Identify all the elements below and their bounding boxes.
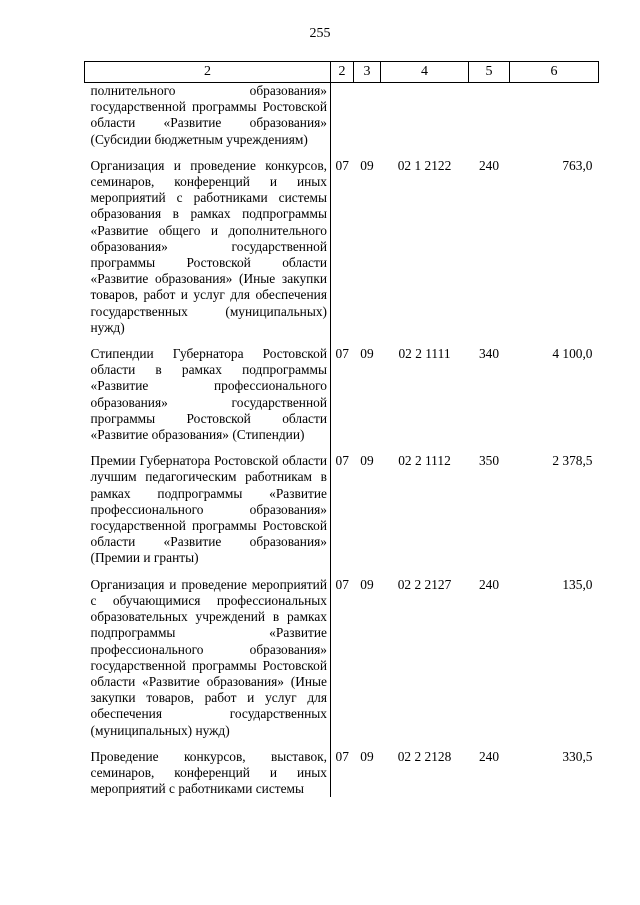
row-amount: 135,0 xyxy=(562,576,593,592)
budget-table-container xyxy=(84,61,598,797)
table-row xyxy=(85,577,599,739)
page-number: 255 xyxy=(309,26,331,41)
header-amount: 6 xyxy=(510,62,599,83)
row-target-code: 02 2 2127 xyxy=(397,576,452,592)
row-subsection: 09 xyxy=(360,576,374,592)
row-section: 07 xyxy=(335,346,349,362)
row-expense-type: 340 xyxy=(478,346,500,362)
row-amount: 763,0 xyxy=(562,157,593,173)
row-target-code: 02 1 2122 xyxy=(397,157,452,173)
row-amount xyxy=(510,83,599,148)
row-expense-type: 240 xyxy=(478,576,500,592)
row-name: Стипендии Губернатора Ростовской области в рамках подпрограммы «Развитие профессионального образования» государственной программы Ростовской области «Развитие образования» (Стипендии) xyxy=(85,346,331,443)
row-section: 07 xyxy=(335,748,349,764)
row-gap xyxy=(85,336,599,346)
row-gap xyxy=(85,148,599,158)
row-expense-type: 240 xyxy=(478,157,500,173)
table-row xyxy=(85,453,599,566)
row-name: Организация и проведение конкурсов, семинаров, конференций и иных мероприятий с работниками системы образования в рамках подпрограммы «Развитие общего и дополнительного образования» государственной программы Ростовской области «Развитие образования» (Иные закупки товаров, работ и услуг для обеспечения государственных (муниципальных) нужд) xyxy=(85,158,331,336)
row-subsection: 09 xyxy=(360,453,374,469)
table-row xyxy=(85,83,599,148)
row-section: 07 xyxy=(335,576,349,592)
row-expense-type: 240 xyxy=(478,748,500,764)
row-section xyxy=(331,83,354,148)
row-subsection: 09 xyxy=(360,346,374,362)
header-expense-type: 5 xyxy=(469,62,510,83)
row-name: Проведение конкурсов, выставок, семинаров, конференций и иных мероприятий с работниками системы xyxy=(85,749,331,798)
row-target-code: 02 2 1112 xyxy=(398,453,451,469)
row-expense-type: 350 xyxy=(478,453,500,469)
row-expense-type xyxy=(469,83,510,148)
row-subsection: 09 xyxy=(360,157,374,173)
table-row xyxy=(85,346,599,443)
budget-table xyxy=(84,61,599,797)
row-amount: 330,5 xyxy=(562,748,593,764)
header-section: 2 xyxy=(331,62,354,83)
table-header-row xyxy=(85,62,599,83)
row-subsection: 09 xyxy=(360,748,374,764)
table-row xyxy=(85,749,599,798)
row-target-code xyxy=(381,83,469,148)
header-subsection: 3 xyxy=(354,62,381,83)
row-section: 07 xyxy=(335,157,349,173)
row-name: Премии Губернатора Ростовской области лучшим педагогическим работникам в рамках подпрограммы «Развитие профессионального образования» государственной программы Ростовской области «Развитие образования» (Премии и гранты) xyxy=(85,453,331,566)
row-amount: 2 378,5 xyxy=(552,453,593,469)
row-gap xyxy=(85,443,599,453)
row-amount: 4 100,0 xyxy=(552,346,593,362)
header-target-code: 4 xyxy=(381,62,469,83)
row-target-code: 02 2 2128 xyxy=(397,748,452,764)
row-target-code: 02 2 1111 xyxy=(398,346,451,362)
row-gap xyxy=(85,567,599,577)
row-name: Организация и проведение мероприятий с обучающимися профессиональных образовательных учреждений в рамках подпрограммы «Развитие профессионального образования» государственной программы Ростовской области «Развитие образования» (Иные закупки товаров, работ и услуг для обеспечения государственных (муниципальных) нужд) xyxy=(85,577,331,739)
row-gap xyxy=(85,739,599,749)
row-section: 07 xyxy=(335,453,349,469)
row-name: полнительного образования» государственной программы Ростовской области «Развитие образования» (Субсидии бюджетным учреждениям) xyxy=(85,83,331,148)
row-subsection xyxy=(354,83,381,148)
header-name: 2 xyxy=(85,62,331,83)
table-row xyxy=(85,158,599,336)
